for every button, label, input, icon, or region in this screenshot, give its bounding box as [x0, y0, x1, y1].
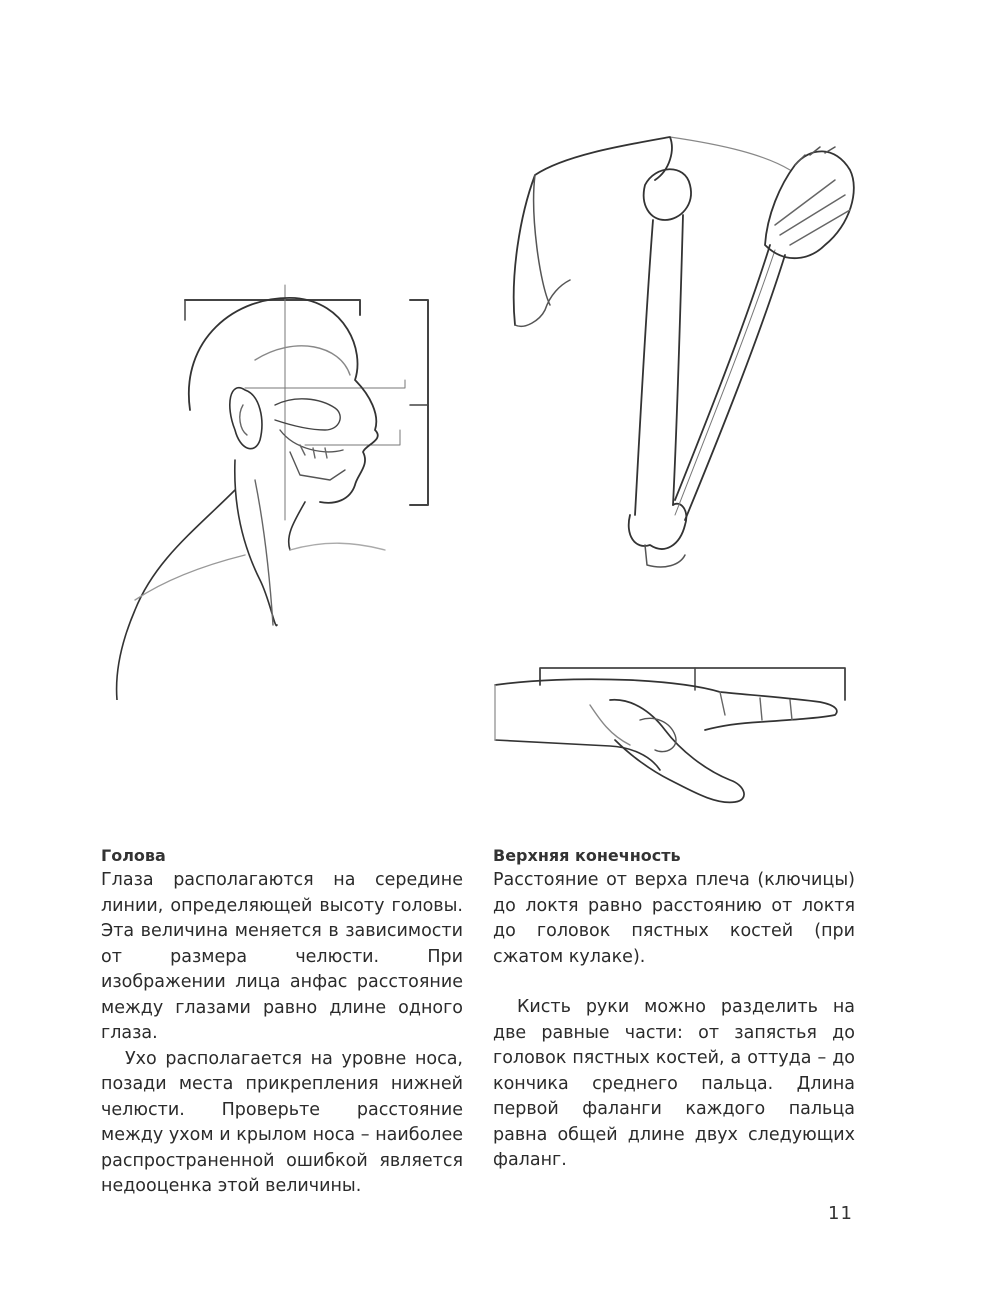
- arm-bones-illustration: [505, 125, 865, 570]
- head-paragraph-2: Ухо располагается на уровне носа, позади места прикрепления нижней челюсти. Проверьте расстояние между ухом и крылом носа – наиболее распространенной ошибкой является недооценка этой величины.: [101, 1048, 463, 1196]
- section-heading-arm: Верхняя конечность: [493, 846, 681, 865]
- hand-illustration: [490, 660, 860, 810]
- page-number: 11: [828, 1203, 853, 1224]
- section-heading-head: Голова: [101, 846, 166, 865]
- arm-paragraph-1: Расстояние от верха плеча (ключицы) до локтя равно расстоянию от локтя до головок пястных костей (при сжатом кулаке).: [493, 870, 855, 967]
- head-profile-illustration: [95, 280, 445, 700]
- head-paragraph-1: Глаза располагаются на середине линии, определяющей высоту головы. Эта величина меняется в зависимости от размера челюсти. При изображении лица анфас расстояние между глазами равно длине одного глаза.: [101, 870, 463, 1043]
- arm-paragraph-2: Кисть руки можно разделить на две равные части: от запястья до головок пястных костей, а оттуда – до кончика среднего пальца. Длина первой фаланги каждого пальца равна общей длине двух следующих фаланг.: [493, 997, 855, 1170]
- arm-text-column: [493, 844, 855, 1174]
- head-text-column: [101, 844, 463, 1200]
